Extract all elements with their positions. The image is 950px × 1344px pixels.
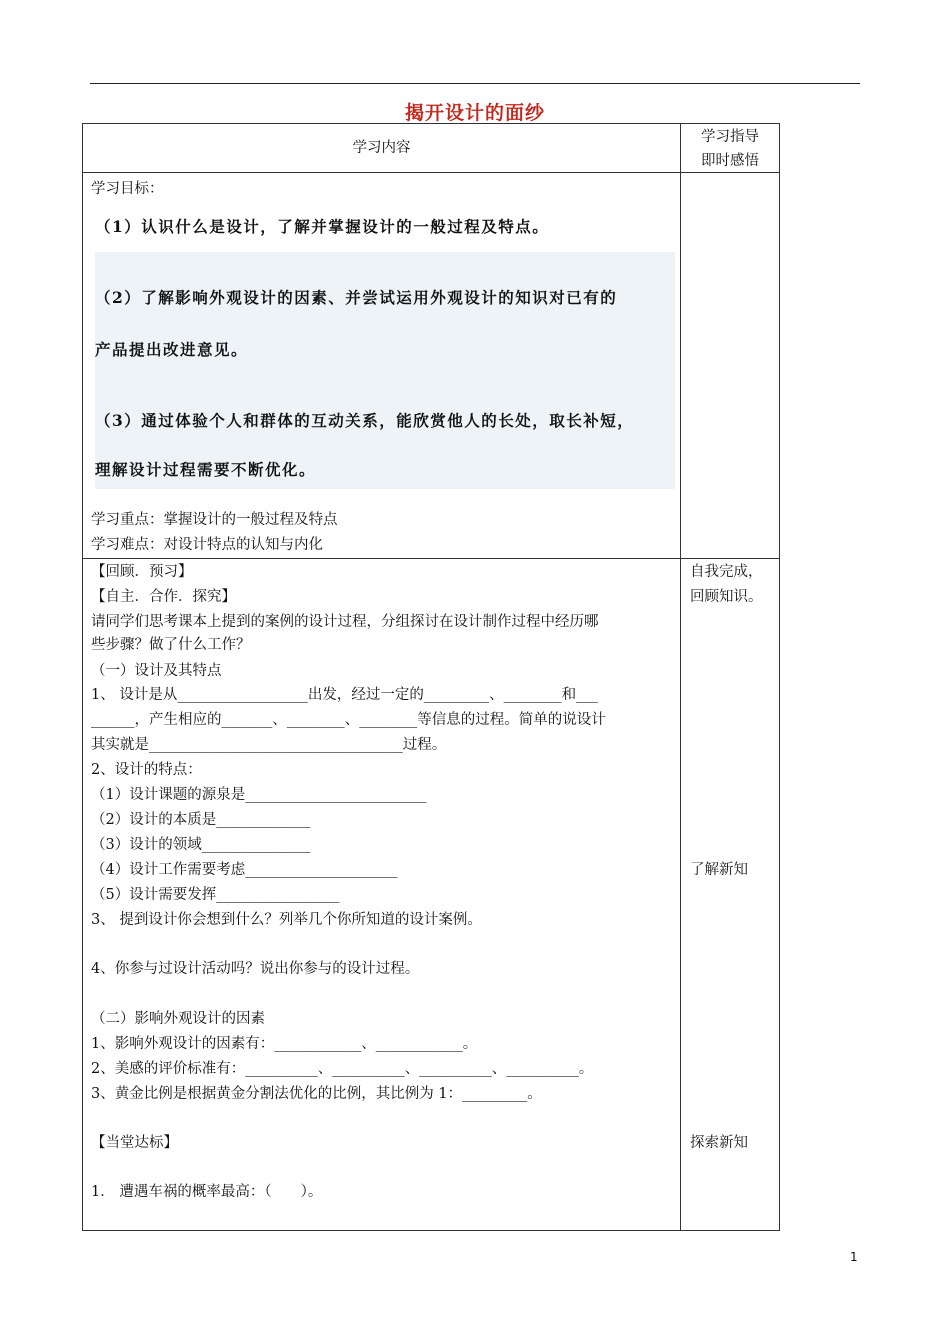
intro-line-2: 些步骤？做了什么工作？ <box>91 637 251 653</box>
page-number: 1 <box>850 1250 858 1264</box>
objectives-label: 学习目标： <box>91 181 164 197</box>
question-2: 2、设计的特点： <box>91 762 202 778</box>
guide-note-1-line-2: 回顾知识。 <box>690 589 763 605</box>
guide-note-2: 了解新知 <box>690 862 748 878</box>
lesson-table <box>82 123 780 1231</box>
intro-line-1: 请同学们思考课本上提到的案例的设计过程，分组探讨在设计制作过程中经历哪 <box>91 614 599 630</box>
question-2-item-2: （2）设计的本质是_____________ <box>91 812 311 828</box>
question-1-line-2: ______，产生相应的_______、________、________等信息的过程。简单的说设计 <box>91 712 606 728</box>
objective-2-line-2: 产品提出改进意见。 <box>95 340 249 359</box>
objective-3-line-1: （3）通过体验个人和群体的互动关系，能欣赏他人的长处，取长补短， <box>95 411 635 430</box>
header-guide-label-1: 学习指导 <box>701 129 759 145</box>
target-item-1: 1． 遭遇车祸的概率最高：（ ）。 <box>91 1184 323 1200</box>
difficulty: 学习难点：对设计特点的认知与内化 <box>91 537 323 553</box>
objective-2-line-1: （2）了解影响外观设计的因素、并尝试运用外观设计的知识对已有的 <box>95 288 618 307</box>
objective-3-line-2: 理解设计过程需要不断优化。 <box>95 460 317 479</box>
row-divider-header <box>83 172 779 173</box>
section-2-item-2: 2、美感的评价标准有：__________、__________、__________、__________。 <box>91 1061 594 1077</box>
question-2-item-4: （4）设计工作需要考虑_____________________ <box>91 862 398 878</box>
section-2-item-3: 3、黄金比例是根据黄金分割法优化的比例，其比例为 1：_________。 <box>91 1086 542 1102</box>
header-guide-label-2: 即时感悟 <box>701 153 759 169</box>
question-1-line-3: 其实就是___________________________________过程。 <box>91 737 447 753</box>
header-rule <box>90 83 860 84</box>
header-content-label: 学习内容 <box>352 140 411 156</box>
row-divider-objectives <box>83 558 779 559</box>
question-2-item-3: （3）设计的领域_______________ <box>91 837 311 853</box>
question-2-item-1: （1）设计课题的源泉是_________________________ <box>91 787 427 803</box>
guide-note-1-line-1: 自我完成， <box>690 564 763 580</box>
review-heading: 【回顾．预习】 <box>91 564 193 580</box>
question-2-item-5: （5）设计需要发挥_________________ <box>91 887 340 903</box>
explore-heading: 【自主．合作．探究】 <box>91 589 236 605</box>
question-1-line-1: 1、 设计是从__________________出发，经过一定的_________、________和___ <box>91 687 598 703</box>
question-4: 4、你参与过设计活动吗？说出你参与的设计过程。 <box>91 961 420 977</box>
objective-1: （1）认识什么是设计，了解并掌握设计的一般过程及特点。 <box>95 217 550 236</box>
page-title: 揭开设计的面纱 <box>404 102 545 124</box>
section-2-item-1: 1、影响外观设计的因素有：____________、____________。 <box>91 1036 478 1052</box>
section-1-heading: （一）设计及其特点 <box>91 663 222 679</box>
section-2-heading: （二）影响外观设计的因素 <box>91 1011 265 1027</box>
guide-note-3: 探索新知 <box>690 1135 748 1151</box>
target-heading: 【当堂达标】 <box>91 1135 178 1151</box>
column-divider <box>680 124 681 1230</box>
key-point: 学习重点：掌握设计的一般过程及特点 <box>91 512 338 528</box>
question-3: 3、 提到设计你会想到什么？列举几个你所知道的设计案例。 <box>91 912 482 928</box>
